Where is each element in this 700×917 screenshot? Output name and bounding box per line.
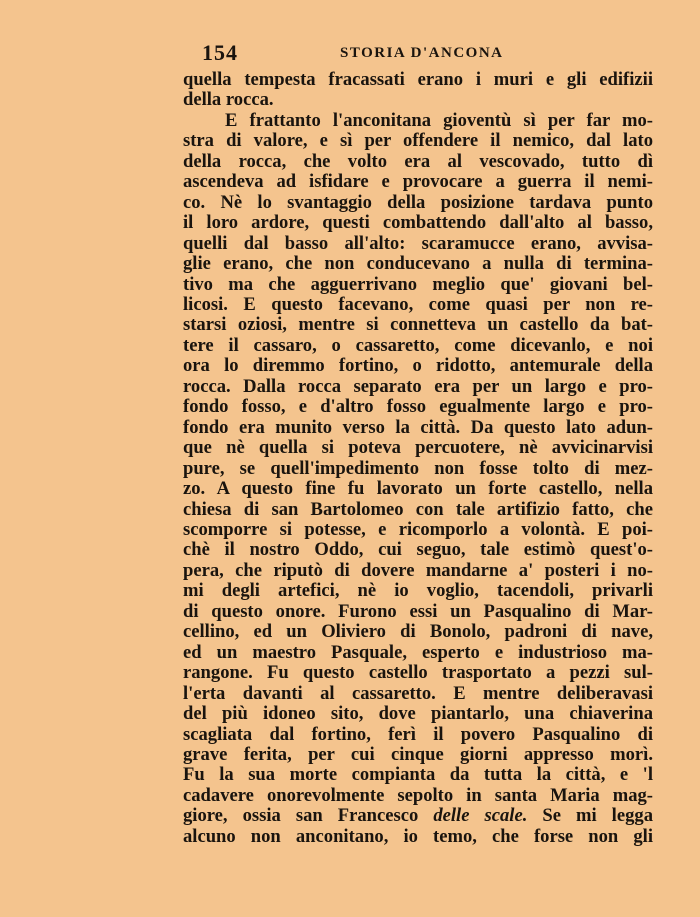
text-line xyxy=(183,786,653,806)
text-line xyxy=(183,806,653,826)
text-line-main: co. Nè lo svantaggio della posizione tardava punto xyxy=(183,191,653,213)
text-line-main: del più idoneo sito, dove piantarlo, una chiaverina xyxy=(183,703,653,725)
text-line-main: quella tempesta fracassati erano i muri e gli edifizii xyxy=(183,69,653,90)
text-line xyxy=(183,377,653,397)
text-line-main: alcuno non anconitano, io temo, che forse non gli xyxy=(183,825,653,847)
text-line xyxy=(183,765,653,785)
text-line xyxy=(183,172,653,192)
text-line xyxy=(183,438,653,458)
text-line xyxy=(183,827,653,847)
text-line xyxy=(183,356,653,376)
text-line xyxy=(183,459,653,479)
text-line xyxy=(183,561,653,581)
text-line xyxy=(183,602,653,622)
text-line-main: E frattanto l'anconitana gioventù sì per far mo- xyxy=(225,109,653,131)
running-title: STORIA D'ANCONA xyxy=(340,45,504,61)
text-line xyxy=(183,684,653,704)
text-line xyxy=(183,275,653,295)
text-line-main: que nè quella si poteva percuotere, nè avvicinarvisi xyxy=(183,437,653,459)
text-line-main: chiesa di san Bartolomeo con tale artifizio fatto, che xyxy=(183,498,653,520)
text-line-main: tere il cassaro, o cassaretto, come dicevanlo, e noi xyxy=(183,334,653,356)
text-line-main: della rocca. xyxy=(183,89,274,111)
text-line-main: mi degli artefici, nè io voglio, tacendoli, privarli xyxy=(183,580,653,602)
text-line-main: della rocca, che volto era al vescovado, tutto dì xyxy=(183,150,653,172)
text-line xyxy=(183,581,653,601)
text-line-main: cellino, ed un Oliviero di Bonolo, padroni di nave, xyxy=(183,621,653,643)
text-line-main: fondo fosso, e d'altro fosso egualmente largo e pro- xyxy=(183,396,653,418)
text-line xyxy=(183,500,653,520)
text-line-main: rangone. Fu questo castello trasportato a pezzi sul- xyxy=(183,662,653,684)
text-line-main: cadavere onorevolmente sepolto in santa Maria mag- xyxy=(183,784,653,806)
text-line-italic: delle scale. xyxy=(433,805,528,827)
text-line-main: chè il nostro Oddo, cui seguo, tale estimò quest'o- xyxy=(183,539,653,561)
text-line xyxy=(183,745,653,765)
text-line xyxy=(183,295,653,315)
text-line xyxy=(183,479,653,499)
text-line xyxy=(183,152,653,172)
text-line xyxy=(183,520,653,540)
text-line xyxy=(183,397,653,417)
text-line-main: pera, che riputò di dovere mandarne a' posteri i no- xyxy=(183,559,653,581)
body-text xyxy=(183,70,653,847)
text-line-main: ora lo diremmo fortino, o ridotto, antemurale della xyxy=(183,355,653,377)
text-line-main: ascendeva ad isfidare e provocare a guerra il nemi- xyxy=(183,171,653,193)
text-line-main: pure, se quell'impedimento non fosse tolto di mez- xyxy=(183,457,653,479)
text-line-main: stra di valore, e sì per offendere il nemico, dal lato xyxy=(183,130,653,152)
text-line-main: giore, ossia san Francesco xyxy=(183,805,419,827)
text-line-main: quelli dal basso all'alto: scaramucce erano, avvisa- xyxy=(183,232,653,254)
text-line xyxy=(183,643,653,663)
text-line-main: ed un maestro Pasquale, esperto e industrioso ma- xyxy=(183,641,653,663)
text-line xyxy=(183,234,653,254)
text-line xyxy=(183,336,653,356)
text-line-main: zo. A questo fine fu lavorato un forte castello, nella xyxy=(183,478,653,500)
text-line-main: grave ferita, per cui cinque giorni appresso morì. xyxy=(183,743,653,765)
text-line xyxy=(183,111,653,131)
text-line-main: il loro ardore, questi combattendo dall'alto al basso, xyxy=(183,212,653,234)
text-line-main: fondo era munito verso la città. Da questo lato adun- xyxy=(183,416,653,438)
text-line-main: starsi oziosi, mentre si connetteva un castello da bat- xyxy=(183,314,653,336)
text-line xyxy=(183,540,653,560)
text-line xyxy=(183,70,653,90)
text-line xyxy=(183,663,653,683)
text-line xyxy=(183,90,653,110)
text-line xyxy=(183,315,653,335)
text-line-main: scagliata dal fortino, ferì il povero Pasqualino di xyxy=(183,723,653,745)
text-line-main: tivo ma che agguerrivano meglio que' giovani bel- xyxy=(183,273,653,295)
text-line-main: l'erta davanti al cassaretto. E mentre deliberavasi xyxy=(183,682,653,704)
text-line-main: rocca. Dalla rocca separato era per un largo e pro- xyxy=(183,375,653,397)
text-line-main: glie erano, che non conducevano a nulla di termina- xyxy=(183,253,653,275)
text-line-after: Se mi legga xyxy=(527,805,653,827)
text-line-main: scomporre si potesse, e ricomporlo a volontà. E poi- xyxy=(183,518,653,540)
text-line xyxy=(183,254,653,274)
text-line xyxy=(183,725,653,745)
text-line-main: licosi. E questo facevano, come quasi per non re- xyxy=(183,293,653,315)
text-line xyxy=(183,418,653,438)
page-number: 154 xyxy=(202,40,238,65)
text-line xyxy=(183,622,653,642)
text-line-main: di questo onore. Furono essi un Pasqualino di Mar- xyxy=(183,600,653,622)
text-line-main: Fu la sua morte compianta da tutta la città, e 'l xyxy=(183,764,653,786)
text-line xyxy=(183,193,653,213)
page-header xyxy=(200,40,530,70)
text-line xyxy=(183,213,653,233)
text-line xyxy=(183,704,653,724)
text-line xyxy=(183,131,653,151)
